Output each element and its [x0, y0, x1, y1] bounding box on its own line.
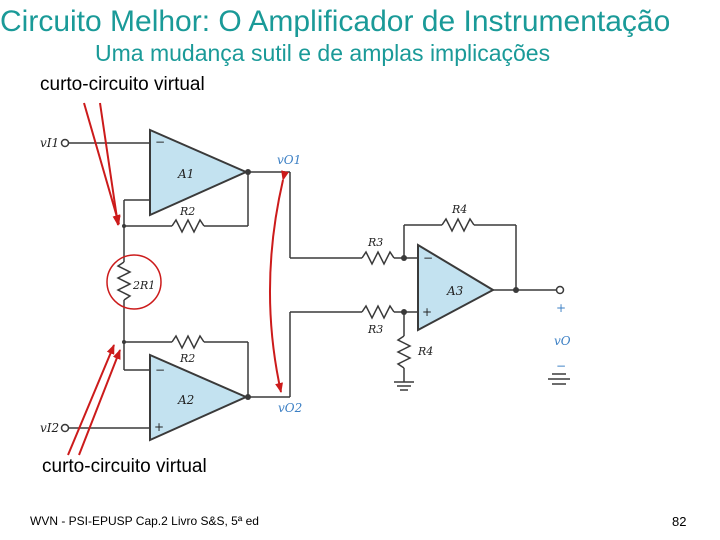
annotation-virtual-short-top: curto-circuito virtual — [40, 74, 205, 95]
label-r2-bottom: R2 — [180, 352, 196, 365]
label-2r1: 2R1 — [133, 279, 156, 292]
label-r2-top: R2 — [180, 205, 196, 218]
page-number: 82 — [672, 514, 687, 529]
label-vi2: vI2 — [40, 421, 60, 435]
sign-plus-output: + — [556, 301, 567, 315]
slide-subtitle: Uma mudança sutil e de amplas implicações — [95, 40, 551, 66]
arrow-curved — [270, 180, 283, 392]
sign-minus-output: − — [556, 359, 567, 373]
slide-title: Circuito Melhor: O Amplificador de Instrumentação — [0, 6, 671, 38]
label-r3-bottom: R3 — [368, 323, 384, 336]
label-r4-top: R4 — [452, 203, 468, 216]
label-vo: vO — [554, 334, 571, 348]
label-a1: A1 — [178, 167, 195, 181]
annotation-virtual-short-bottom: curto-circuito virtual — [42, 456, 207, 477]
label-vo1: vO1 — [277, 153, 302, 167]
arrow-bottom-right — [79, 350, 120, 455]
label-a2: A2 — [178, 393, 195, 407]
arrow-top-left — [84, 103, 119, 224]
label-r4-bottom: R4 — [418, 345, 434, 358]
arrow-top-right — [100, 103, 118, 225]
label-r3-top: R3 — [368, 236, 384, 249]
label-vo2: vO2 — [278, 401, 303, 415]
footer-reference: WVN - PSI-EPUSP Cap.2 Livro S&S, 5ª ed — [30, 514, 259, 528]
sign-plus-a2: + — [154, 420, 165, 434]
sign-plus-a3: + — [422, 305, 433, 319]
label-vi1: vI1 — [40, 136, 60, 150]
label-a3: A3 — [447, 284, 464, 298]
sign-minus-a3: − — [423, 251, 434, 265]
arrow-bottom-left — [68, 345, 114, 455]
sign-minus-a1: − — [155, 135, 166, 149]
sign-minus-a2: − — [155, 363, 166, 377]
